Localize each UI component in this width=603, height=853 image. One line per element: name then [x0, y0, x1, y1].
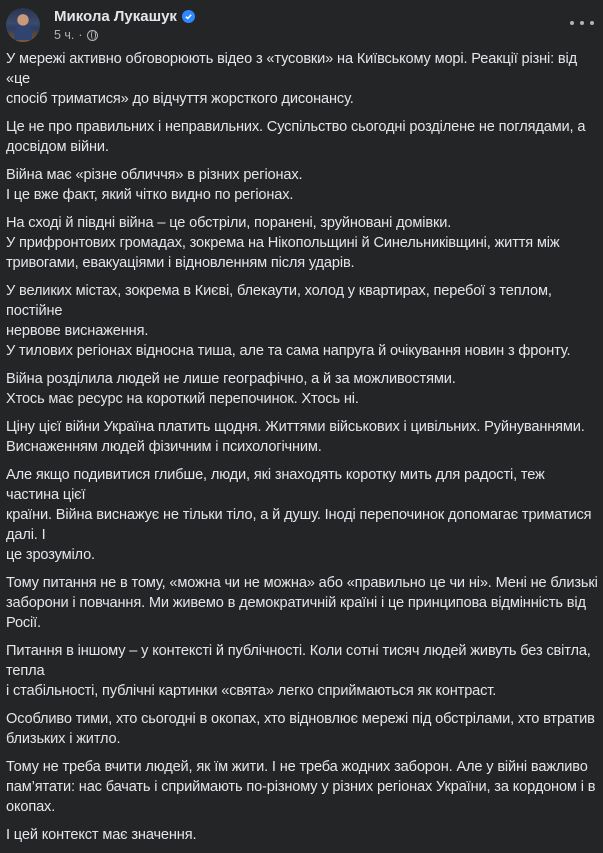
post-paragraph: Ціну цієї війни Україна платить щодня. Життями військових і цивільних. Руйнуваннями. Виснаженням людей фізичним і психологічним.	[6, 419, 585, 455]
author-name[interactable]: Микола Лукашук	[54, 7, 177, 25]
post-paragraph: Це не про правильних і неправильних. Суспільство сьогодні розділене не поглядами, а досвідом війни.	[6, 119, 586, 155]
globe-icon[interactable]	[87, 30, 98, 41]
post-paragraph: Війна розділила людей не лише географічно, а й за можливостями. Хтось має ресурс на короткий перепочинок. Хтось ні.	[6, 371, 456, 407]
author-row	[54, 7, 195, 25]
post-body	[6, 49, 598, 853]
post-paragraph: Але якщо подивитися глибше, люди, які знаходять коротку мить для радості, теж частина цієї країни. Війна виснажує не тільки тіло, а й душу. Іноді перепочинок допомагає триматися далі. І це зрозуміло.	[6, 467, 592, 563]
post-meta	[54, 7, 195, 43]
post-paragraph: Тому не треба вчити людей, як їм жити. І не треба жодних заборон. Але у війні важливо пам’ятати: нас бачать і сприймають по-різному у різних регіонах України, за кордоном і в окопах.	[6, 759, 596, 815]
post-paragraph: На сході й півдні війна – це обстріли, поранені, зруйновані домівки. У прифронтових громадах, зокрема на Нікопольщині й Синельниківщині, життя між тривогами, евакуаціями і відновленням після ударів.	[6, 215, 560, 271]
post-paragraph: І цей контекст має значення.	[6, 827, 197, 843]
post-paragraph: Тому питання не в тому, «можна чи не можна» або «правильно це чи ні». Мені не близькі заборони і повчання. Ми живемо в демократичній країні і це принципова відмінність від Росії.	[6, 575, 598, 631]
separator-dot: ·	[78, 28, 83, 42]
author-avatar[interactable]	[6, 8, 40, 42]
post-paragraph: У великих містах, зокрема в Києві, блекаути, холод у квартирах, перебої з теплом, постійне нервове виснаження. У тилових регіонах відносна тиша, але та сама напруга й очікування новин з фронту.	[6, 283, 571, 359]
post-sub-row	[54, 27, 195, 43]
post-paragraph: У мережі активно обговорюють відео з «тусовки» на Київському морі. Реакції різні: від «це спосіб триматися» до відчуття жорсткого дисонансу.	[6, 51, 577, 107]
post-paragraph: Війна має «різне обличчя» в різних регіонах. І це вже факт, який чітко видно по регіонах.	[6, 167, 303, 203]
more-options-icon	[570, 21, 574, 25]
more-options-button[interactable]	[570, 16, 594, 30]
verified-badge-icon	[182, 10, 195, 23]
post-paragraph: Питання в іншому – у контексті й публічності. Коли сотні тисяч людей живуть без світла, тепла і стабільності, публічні картинки «свята» легко сприймаються як контраст.	[6, 643, 591, 699]
post-paragraph: Особливо тими, хто сьогодні в окопах, хто відновлює мережі під обстрілами, хто втратив близьких і житло.	[6, 711, 595, 747]
post-header	[6, 5, 195, 45]
more-options-icon	[580, 21, 584, 25]
more-options-icon	[590, 21, 594, 25]
post-timestamp[interactable]: 5 ч.	[54, 28, 75, 42]
